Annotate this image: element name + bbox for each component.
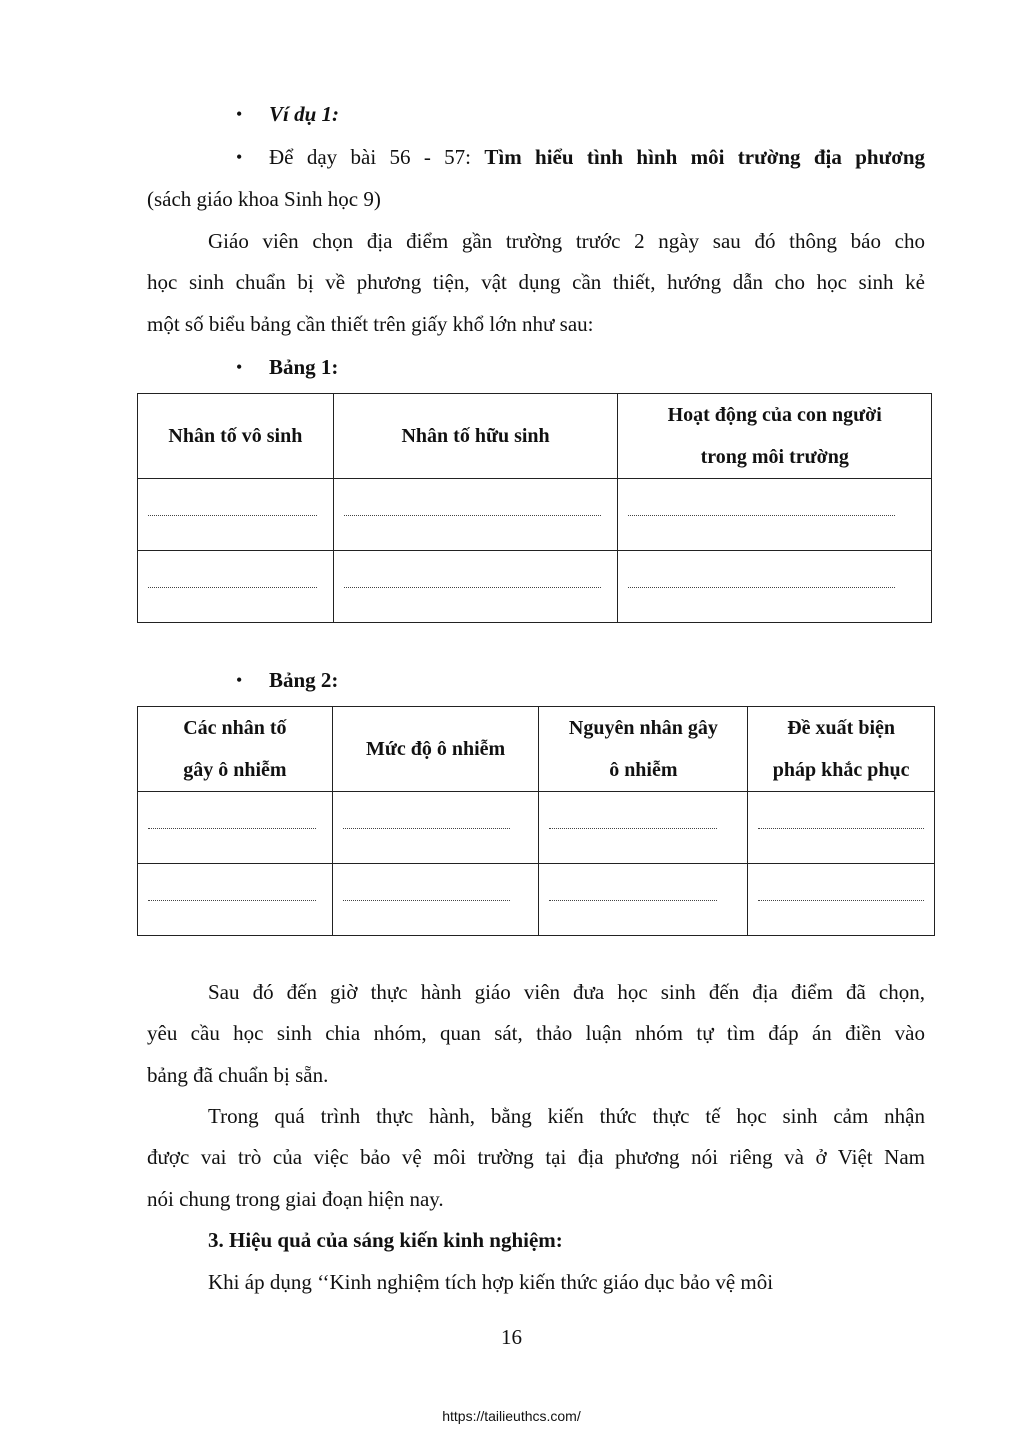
table2-header-solutions-line1: Đề xuất biện xyxy=(787,717,896,739)
para2-line2: yêu cầu học sinh chia nhóm, quan sát, thảo luận nhóm tự tìm đáp án điền vào xyxy=(147,1021,925,1045)
dotted-line xyxy=(758,828,924,829)
table-cell[interactable] xyxy=(748,792,935,864)
para2-line3: bảng đã chuẩn bị sẵn. xyxy=(147,1063,329,1087)
table2-header-pollutants-line2: gây ô nhiễm xyxy=(183,759,287,781)
table1-header-biotic: Nhân tố hữu sinh xyxy=(333,394,618,479)
table-cell[interactable] xyxy=(138,792,333,864)
table-cell[interactable] xyxy=(332,792,539,864)
table2-header-causes xyxy=(539,707,748,792)
last-line: Khi áp dụng ‘‘Kinh nghiệm tích hợp kiến thức giáo dục bảo vệ môi xyxy=(208,1270,774,1294)
dotted-line xyxy=(344,515,602,516)
table-cell[interactable] xyxy=(539,864,748,936)
table2-label: Bảng 2: xyxy=(269,668,339,692)
dotted-line xyxy=(549,828,717,829)
table-row xyxy=(138,551,932,623)
dotted-line xyxy=(148,900,316,901)
table-cell[interactable] xyxy=(138,864,333,936)
table2-header-solutions-line2: pháp khắc phục xyxy=(772,759,910,781)
para3-line1: Trong quá trình thực hành, bằng kiến thức thực tế học sinh cảm nhận xyxy=(208,1104,925,1128)
table-cell[interactable] xyxy=(618,479,932,551)
table-row xyxy=(138,792,935,864)
table-cell[interactable] xyxy=(748,864,935,936)
table-cell[interactable] xyxy=(138,551,334,623)
dotted-line xyxy=(343,900,511,901)
footer-url[interactable]: https://tailieuthcs.com/ xyxy=(442,1408,581,1424)
para3-line3: nói chung trong giai đoạn hiện nay. xyxy=(147,1187,444,1211)
para3-line2: được vai trò của việc bảo vệ môi trường tại địa phương nói riêng và ở Việt Nam xyxy=(147,1145,925,1169)
table1-header-abiotic: Nhân tố vô sinh xyxy=(138,394,334,479)
table1-header-row xyxy=(138,394,932,479)
table-cell[interactable] xyxy=(539,792,748,864)
table2-label-bullet xyxy=(236,666,338,694)
dotted-line xyxy=(549,900,717,901)
dotted-line xyxy=(343,828,511,829)
table-cell[interactable] xyxy=(618,551,932,623)
table-cell[interactable] xyxy=(333,479,618,551)
table-cell[interactable] xyxy=(332,864,539,936)
page-number: 16 xyxy=(501,1325,522,1349)
dotted-line xyxy=(148,828,316,829)
table2-header-pollutants xyxy=(138,707,333,792)
table2-header-solutions xyxy=(748,707,935,792)
section-heading xyxy=(208,1226,563,1254)
table1-header-human-activity xyxy=(618,394,932,479)
table1-header-human-line2: trong môi trường xyxy=(700,446,849,468)
table2-header-row xyxy=(138,707,935,792)
para1-line2: học sinh chuẩn bị về phương tiện, vật dụng cần thiết, hướng dẫn cho học sinh kẻ xyxy=(147,270,925,294)
dotted-line xyxy=(628,515,895,516)
example-label: Ví dụ 1: xyxy=(269,102,340,126)
table1-header-human-line1: Hoạt động của con người xyxy=(667,404,882,426)
intro-bullet xyxy=(236,143,925,171)
dotted-line xyxy=(148,515,317,516)
dotted-line xyxy=(628,587,895,588)
example-bullet xyxy=(236,100,339,128)
table1-label-bullet xyxy=(236,353,338,381)
table2 xyxy=(137,706,935,936)
intro-continuation: (sách giáo khoa Sinh học 9) xyxy=(147,187,381,211)
intro-prefix: Để dạy bài 56 - 57: xyxy=(269,145,485,169)
table2-header-pollution-level: Mức độ ô nhiễm xyxy=(332,707,539,792)
table2-header-pollutants-line1: Các nhân tố xyxy=(183,717,287,739)
table-row xyxy=(138,864,935,936)
dotted-line xyxy=(148,587,317,588)
dotted-line xyxy=(344,587,602,588)
section-heading-text: 3. Hiệu quả của sáng kiến kinh nghiệm: xyxy=(208,1228,563,1252)
lesson-title: Tìm hiểu tình hình môi trường địa phương xyxy=(484,145,925,169)
dotted-line xyxy=(758,900,924,901)
table-row xyxy=(138,479,932,551)
para2-line1: Sau đó đến giờ thực hành giáo viên đưa học sinh đến địa điểm đã chọn, xyxy=(208,980,925,1004)
table1-label: Bảng 1: xyxy=(269,355,339,379)
table2-header-causes-line2: ô nhiễm xyxy=(609,759,678,781)
table1 xyxy=(137,393,932,623)
para1-line3: một số biểu bảng cần thiết trên giấy khổ lớn như sau: xyxy=(147,312,594,336)
table2-header-causes-line1: Nguyên nhân gây xyxy=(568,717,718,739)
table-cell[interactable] xyxy=(138,479,334,551)
para1-line1: Giáo viên chọn địa điểm gần trường trước 2 ngày sau đó thông báo cho xyxy=(208,229,925,253)
table-cell[interactable] xyxy=(333,551,618,623)
